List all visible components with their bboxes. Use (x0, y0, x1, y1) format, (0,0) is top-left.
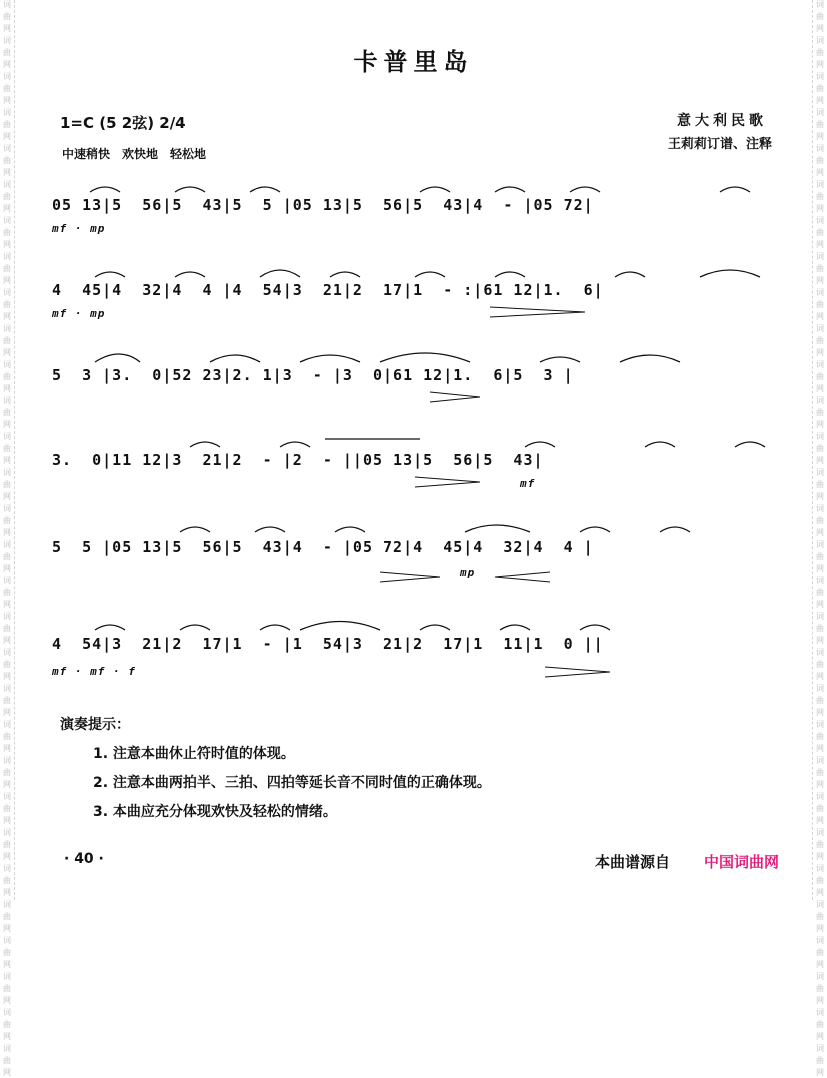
watermark-glyph: 网 (816, 204, 824, 213)
watermark-glyph: 网 (816, 672, 824, 681)
watermark-glyph: 词 (3, 828, 11, 837)
watermark-glyph: 曲 (816, 228, 824, 237)
watermark-glyph: 曲 (816, 336, 824, 345)
watermark-glyph: 网 (3, 276, 11, 285)
watermark-glyph: 词 (3, 900, 11, 909)
performance-tip: 1. 注意本曲休止符时值的体现。 (93, 746, 295, 762)
watermark-glyph: 网 (3, 564, 11, 573)
staff-5-notes: 5 5 |05 13|5 56|5 43|4 - |05 72|4 45|4 32|4 4 | (52, 538, 594, 556)
watermark-glyph: 词 (816, 360, 824, 369)
watermark-glyph: 网 (3, 1068, 11, 1077)
watermark-glyph: 网 (3, 1032, 11, 1041)
watermark-glyph: 曲 (816, 1020, 824, 1029)
watermark-glyph: 词 (816, 684, 824, 693)
watermark-glyph: 网 (3, 816, 11, 825)
watermark-glyph: 词 (816, 648, 824, 657)
watermark-glyph: 网 (3, 492, 11, 501)
watermark-glyph: 网 (3, 528, 11, 537)
watermark-glyph: 曲 (3, 192, 11, 201)
watermark-glyph: 网 (816, 744, 824, 753)
staff-1-dynamics: mf · mp (52, 222, 106, 235)
watermark-glyph: 网 (3, 204, 11, 213)
watermark-glyph: 曲 (816, 732, 824, 741)
watermark-glyph: 词 (3, 108, 11, 117)
watermark-glyph: 词 (3, 792, 11, 801)
key-signature: 1=C (5 2弦) 2/4 (60, 114, 186, 132)
watermark-glyph: 词 (3, 360, 11, 369)
watermark-glyph: 曲 (3, 624, 11, 633)
watermark-glyph: 曲 (3, 264, 11, 273)
watermark-glyph: 网 (3, 672, 11, 681)
watermark-glyph: 曲 (816, 768, 824, 777)
staff-6-notes: 4 54|3 21|2 17|1 - |1 54|3 21|2 17|1 11|1 0 || (52, 635, 604, 653)
watermark-glyph: 曲 (816, 804, 824, 813)
watermark-glyph: 曲 (3, 588, 11, 597)
watermark-glyph: 网 (3, 132, 11, 141)
staff-3-notes: 5 3 |3. 0|52 23|2. 1|3 - |3 0|61 12|1. 6|5 3 | (52, 366, 574, 384)
watermark-glyph: 曲 (3, 516, 11, 525)
watermark-glyph: 曲 (816, 948, 824, 957)
watermark-glyph: 词 (3, 0, 11, 9)
staff-line-1 (0, 170, 827, 240)
watermark-glyph: 词 (816, 396, 824, 405)
watermark-glyph: 词 (3, 504, 11, 513)
performance-tip: 3. 本曲应充分体现欢快及轻松的情绪。 (93, 804, 337, 820)
watermark-glyph: 曲 (816, 12, 824, 21)
watermark-glyph: 网 (816, 348, 824, 357)
watermark-glyph: 曲 (816, 840, 824, 849)
watermark-glyph: 词 (3, 864, 11, 873)
watermark-glyph: 词 (816, 936, 824, 945)
watermark-glyph: 网 (816, 456, 824, 465)
watermark-glyph: 曲 (816, 372, 824, 381)
watermark-glyph: 曲 (816, 696, 824, 705)
staff-2-dynamics: mf · mp (52, 307, 106, 320)
staff-line-3 (0, 340, 827, 410)
watermark-glyph: 曲 (3, 948, 11, 957)
watermark-glyph: 网 (3, 996, 11, 1005)
staff-4-notes: 3. 0|11 12|3 21|2 - |2 - ||05 13|5 56|5 43| (52, 451, 544, 469)
watermark-glyph: 曲 (3, 48, 11, 57)
watermark-glyph: 曲 (3, 1020, 11, 1029)
watermark-glyph: 词 (816, 252, 824, 261)
staff-line-4 (0, 425, 827, 495)
watermark-glyph: 词 (3, 324, 11, 333)
watermark-glyph: 网 (3, 420, 11, 429)
watermark-glyph: 网 (3, 96, 11, 105)
watermark-glyph: 网 (816, 564, 824, 573)
watermark-glyph: 词 (3, 72, 11, 81)
watermark-glyph: 曲 (3, 408, 11, 417)
watermark-glyph: 词 (816, 0, 824, 9)
watermark-glyph: 网 (3, 60, 11, 69)
watermark-glyph: 词 (816, 720, 824, 729)
watermark-glyph: 词 (816, 864, 824, 873)
watermark-glyph: 词 (816, 828, 824, 837)
watermark-glyph: 词 (3, 540, 11, 549)
watermark-glyph: 曲 (816, 1056, 824, 1065)
staff-line-6 (0, 605, 827, 685)
page-number: · 40 · (64, 851, 104, 867)
staff-6-dynamics: mf · mf · f (52, 665, 136, 678)
watermark-glyph: 词 (816, 324, 824, 333)
watermark-glyph: 网 (816, 132, 824, 141)
watermark-glyph: 网 (816, 708, 824, 717)
watermark-glyph: 曲 (816, 876, 824, 885)
watermark-glyph: 网 (3, 312, 11, 321)
source-prefix: 本曲谱源自 (595, 853, 671, 871)
watermark-glyph: 曲 (816, 120, 824, 129)
watermark-glyph: 词 (816, 72, 824, 81)
watermark-glyph: 网 (3, 384, 11, 393)
watermark-glyph: 网 (816, 96, 824, 105)
watermark-glyph: 曲 (816, 984, 824, 993)
watermark-glyph: 曲 (816, 588, 824, 597)
watermark-glyph: 曲 (816, 300, 824, 309)
watermark-glyph: 词 (816, 540, 824, 549)
watermark-glyph: 词 (3, 288, 11, 297)
watermark-glyph: 网 (3, 600, 11, 609)
watermark-glyph: 词 (3, 648, 11, 657)
watermark-glyph: 网 (3, 456, 11, 465)
watermark-glyph: 网 (3, 744, 11, 753)
watermark-glyph: 曲 (3, 120, 11, 129)
watermark-glyph: 曲 (816, 84, 824, 93)
watermark-glyph: 曲 (816, 444, 824, 453)
watermark-glyph: 网 (3, 24, 11, 33)
watermark-glyph: 词 (816, 576, 824, 585)
watermark-glyph: 网 (816, 312, 824, 321)
watermark-glyph: 词 (816, 144, 824, 153)
watermark-glyph: 词 (3, 36, 11, 45)
watermark-glyph: 词 (816, 1008, 824, 1017)
watermark-glyph: 网 (3, 924, 11, 933)
watermark-glyph: 词 (3, 396, 11, 405)
watermark-glyph: 词 (816, 972, 824, 981)
watermark-glyph: 曲 (816, 156, 824, 165)
watermark-glyph: 网 (816, 780, 824, 789)
watermark-glyph: 词 (3, 684, 11, 693)
watermark-glyph: 网 (3, 348, 11, 357)
watermark-glyph: 网 (3, 168, 11, 177)
watermark-glyph: 曲 (3, 552, 11, 561)
watermark-glyph: 曲 (816, 480, 824, 489)
watermark-glyph: 网 (816, 1068, 824, 1077)
watermark-glyph: 曲 (816, 624, 824, 633)
watermark-glyph: 词 (3, 612, 11, 621)
watermark-glyph: 词 (816, 432, 824, 441)
watermark-glyph: 词 (816, 36, 824, 45)
performance-tip: 2. 注意本曲两拍半、三拍、四拍等延长音不同时值的正确体现。 (93, 775, 491, 791)
watermark-glyph: 曲 (3, 696, 11, 705)
watermark-glyph: 词 (816, 504, 824, 513)
watermark-glyph: 曲 (816, 912, 824, 921)
watermark-glyph: 网 (816, 384, 824, 393)
staff-1-notes: 05 13|5 56|5 43|5 5 |05 13|5 56|5 43|4 - |05 72| (52, 196, 594, 214)
watermark-glyph: 曲 (3, 984, 11, 993)
watermark-glyph: 词 (3, 144, 11, 153)
watermark-glyph: 曲 (3, 372, 11, 381)
arranger-credit: 王莉莉订谱、注释 (667, 137, 772, 152)
staff-2-notes: 4 45|4 32|4 4 |4 54|3 21|2 17|1 - :|61 12|1. 6| (52, 281, 604, 299)
watermark-glyph: 词 (816, 1044, 824, 1053)
watermark-glyph: 曲 (3, 768, 11, 777)
watermark-glyph: 词 (3, 1008, 11, 1017)
tempo-marking: 中速稍快 欢快地 轻松地 (62, 147, 207, 161)
watermark-glyph: 曲 (3, 480, 11, 489)
performance-tips-heading: 演奏提示： (60, 717, 130, 733)
watermark-glyph: 网 (816, 1032, 824, 1041)
watermark-glyph: 曲 (816, 660, 824, 669)
watermark-glyph: 曲 (3, 660, 11, 669)
watermark-glyph: 曲 (3, 444, 11, 453)
watermark-glyph: 词 (3, 756, 11, 765)
watermark-glyph: 曲 (816, 552, 824, 561)
watermark-glyph: 曲 (3, 804, 11, 813)
watermark-glyph: 网 (3, 636, 11, 645)
watermark-glyph: 词 (816, 108, 824, 117)
source-site-link[interactable]: 中国词曲网 (704, 853, 780, 871)
watermark-glyph: 词 (816, 216, 824, 225)
watermark-glyph: 曲 (3, 1056, 11, 1065)
staff-5-dynamics: mp (460, 566, 476, 579)
watermark-glyph: 网 (816, 24, 824, 33)
watermark-glyph: 网 (816, 888, 824, 897)
watermark-glyph: 词 (3, 252, 11, 261)
watermark-glyph: 网 (3, 708, 11, 717)
watermark-glyph: 网 (816, 852, 824, 861)
watermark-glyph: 网 (816, 276, 824, 285)
watermark-glyph: 词 (816, 612, 824, 621)
watermark-glyph: 词 (816, 792, 824, 801)
watermark-glyph: 曲 (3, 228, 11, 237)
watermark-glyph: 网 (3, 852, 11, 861)
watermark-glyph: 网 (816, 960, 824, 969)
watermark-glyph: 网 (3, 888, 11, 897)
watermark-glyph: 网 (816, 996, 824, 1005)
watermark-glyph: 网 (816, 60, 824, 69)
watermark-glyph: 曲 (816, 48, 824, 57)
composer-credit: 意大利民歌 (677, 113, 767, 129)
watermark-glyph: 词 (3, 468, 11, 477)
watermark-glyph: 网 (816, 600, 824, 609)
watermark-glyph: 网 (816, 528, 824, 537)
watermark-glyph: 曲 (3, 336, 11, 345)
watermark-glyph: 网 (816, 492, 824, 501)
watermark-glyph: 词 (816, 180, 824, 189)
watermark-glyph: 曲 (816, 516, 824, 525)
staff-4-dynamics: mf (520, 477, 536, 490)
watermark-glyph: 词 (3, 720, 11, 729)
watermark-glyph: 网 (3, 780, 11, 789)
staff-line-5 (0, 510, 827, 585)
watermark-glyph: 曲 (3, 840, 11, 849)
watermark-glyph: 曲 (816, 192, 824, 201)
watermark-glyph: 网 (816, 240, 824, 249)
watermark-glyph: 曲 (3, 876, 11, 885)
watermark-glyph: 词 (816, 900, 824, 909)
page-title: 卡普里岛 (353, 47, 474, 76)
watermark-glyph: 网 (816, 168, 824, 177)
watermark-glyph: 曲 (3, 912, 11, 921)
watermark-glyph: 曲 (3, 732, 11, 741)
watermark-glyph: 词 (3, 432, 11, 441)
watermark-glyph: 曲 (816, 408, 824, 417)
watermark-glyph: 网 (816, 636, 824, 645)
watermark-glyph: 曲 (3, 156, 11, 165)
watermark-glyph: 词 (3, 1044, 11, 1053)
watermark-glyph: 词 (3, 936, 11, 945)
watermark-glyph: 曲 (3, 12, 11, 21)
watermark-glyph: 曲 (816, 264, 824, 273)
watermark-glyph: 词 (3, 576, 11, 585)
watermark-glyph: 网 (3, 960, 11, 969)
watermark-glyph: 词 (816, 468, 824, 477)
watermark-glyph: 网 (816, 924, 824, 933)
watermark-glyph: 网 (3, 240, 11, 249)
watermark-glyph: 词 (3, 972, 11, 981)
watermark-glyph: 词 (3, 216, 11, 225)
watermark-glyph: 曲 (3, 84, 11, 93)
watermark-glyph: 词 (3, 180, 11, 189)
watermark-glyph: 词 (816, 756, 824, 765)
watermark-glyph: 词 (816, 288, 824, 297)
watermark-glyph: 曲 (3, 300, 11, 309)
staff-line-2 (0, 255, 827, 325)
watermark-glyph: 网 (816, 816, 824, 825)
watermark-glyph: 网 (816, 420, 824, 429)
